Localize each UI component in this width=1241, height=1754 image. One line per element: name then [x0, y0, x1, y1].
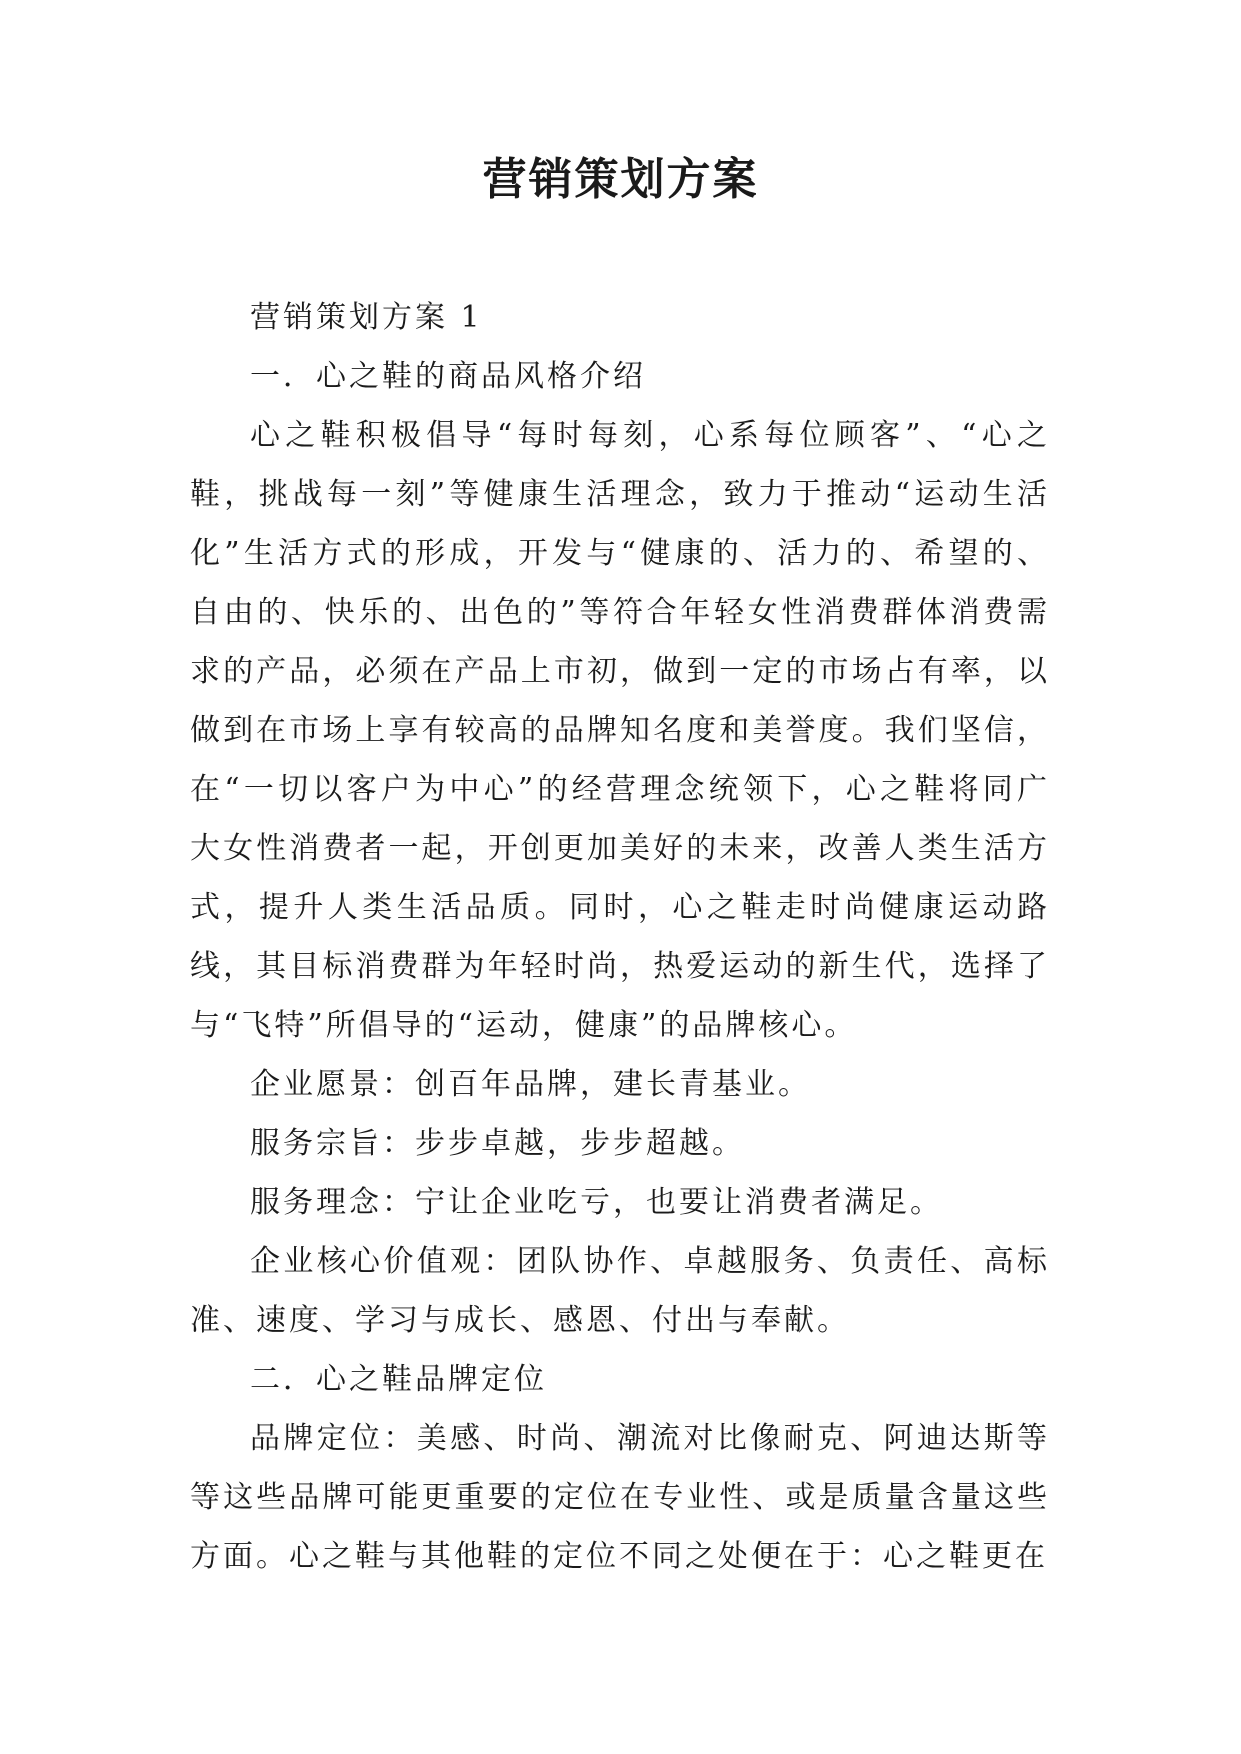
paragraph-vision: 企业愿景：创百年品牌，建长青基业。 — [250, 1067, 811, 1102]
paragraph-core-values: 企业核心价值观：团队协作、卓越服务、负责任、高标准、速度、学习与成长、感恩、付出与奉献。 — [190, 1244, 1050, 1338]
paragraph-style-heading: 一．心之鞋的商品风格介绍 — [250, 359, 646, 394]
paragraph-section-heading: 营销策划方案 1 — [250, 300, 483, 335]
paragraph-style-intro: 心之鞋积极倡导“每时每刻，心系每位顾客”、“心之鞋，挑战每一刻”等健康生活理念，致力于推动“运动生活化”生活方式的形成，开发与“健康的、活力的、希望的、自由的、快乐的、出色的”等符合年轻女性消费群体消费需求的产品，必须在产品上市初，做到一定的市场占有率，以做到在市场上享有较高的品牌知名度和美誉度。我们坚信，在“一切以客户为中心”的经营理念统领下，心之鞋将同广大女性消费者一起，开创更加美好的未来，改善人类生活方式，提升人类生活品质。同时，心之鞋走时尚健康运动路线，其目标消费群为年轻时尚，热爱运动的新生代，选择了与“飞特”所倡导的“运动，健康”的品牌核心。 — [190, 418, 1050, 1043]
paragraph-service-tenet: 服务宗旨：步步卓越，步步超越。 — [250, 1126, 745, 1161]
paragraph-service-concept: 服务理念：宁让企业吃亏，也要让消费者满足。 — [250, 1185, 943, 1220]
document-title: 营销策划方案 — [482, 154, 759, 205]
paragraph-positioning-heading: 二．心之鞋品牌定位 — [250, 1362, 547, 1397]
paragraph-positioning: 品牌定位：美感、时尚、潮流对比像耐克、阿迪达斯等等这些品牌可能更重要的定位在专业性、或是质量含量这些方面。心之鞋与其他鞋的定位不同之处便在于：心之鞋更在 — [190, 1421, 1050, 1574]
document-body — [190, 288, 1050, 1586]
